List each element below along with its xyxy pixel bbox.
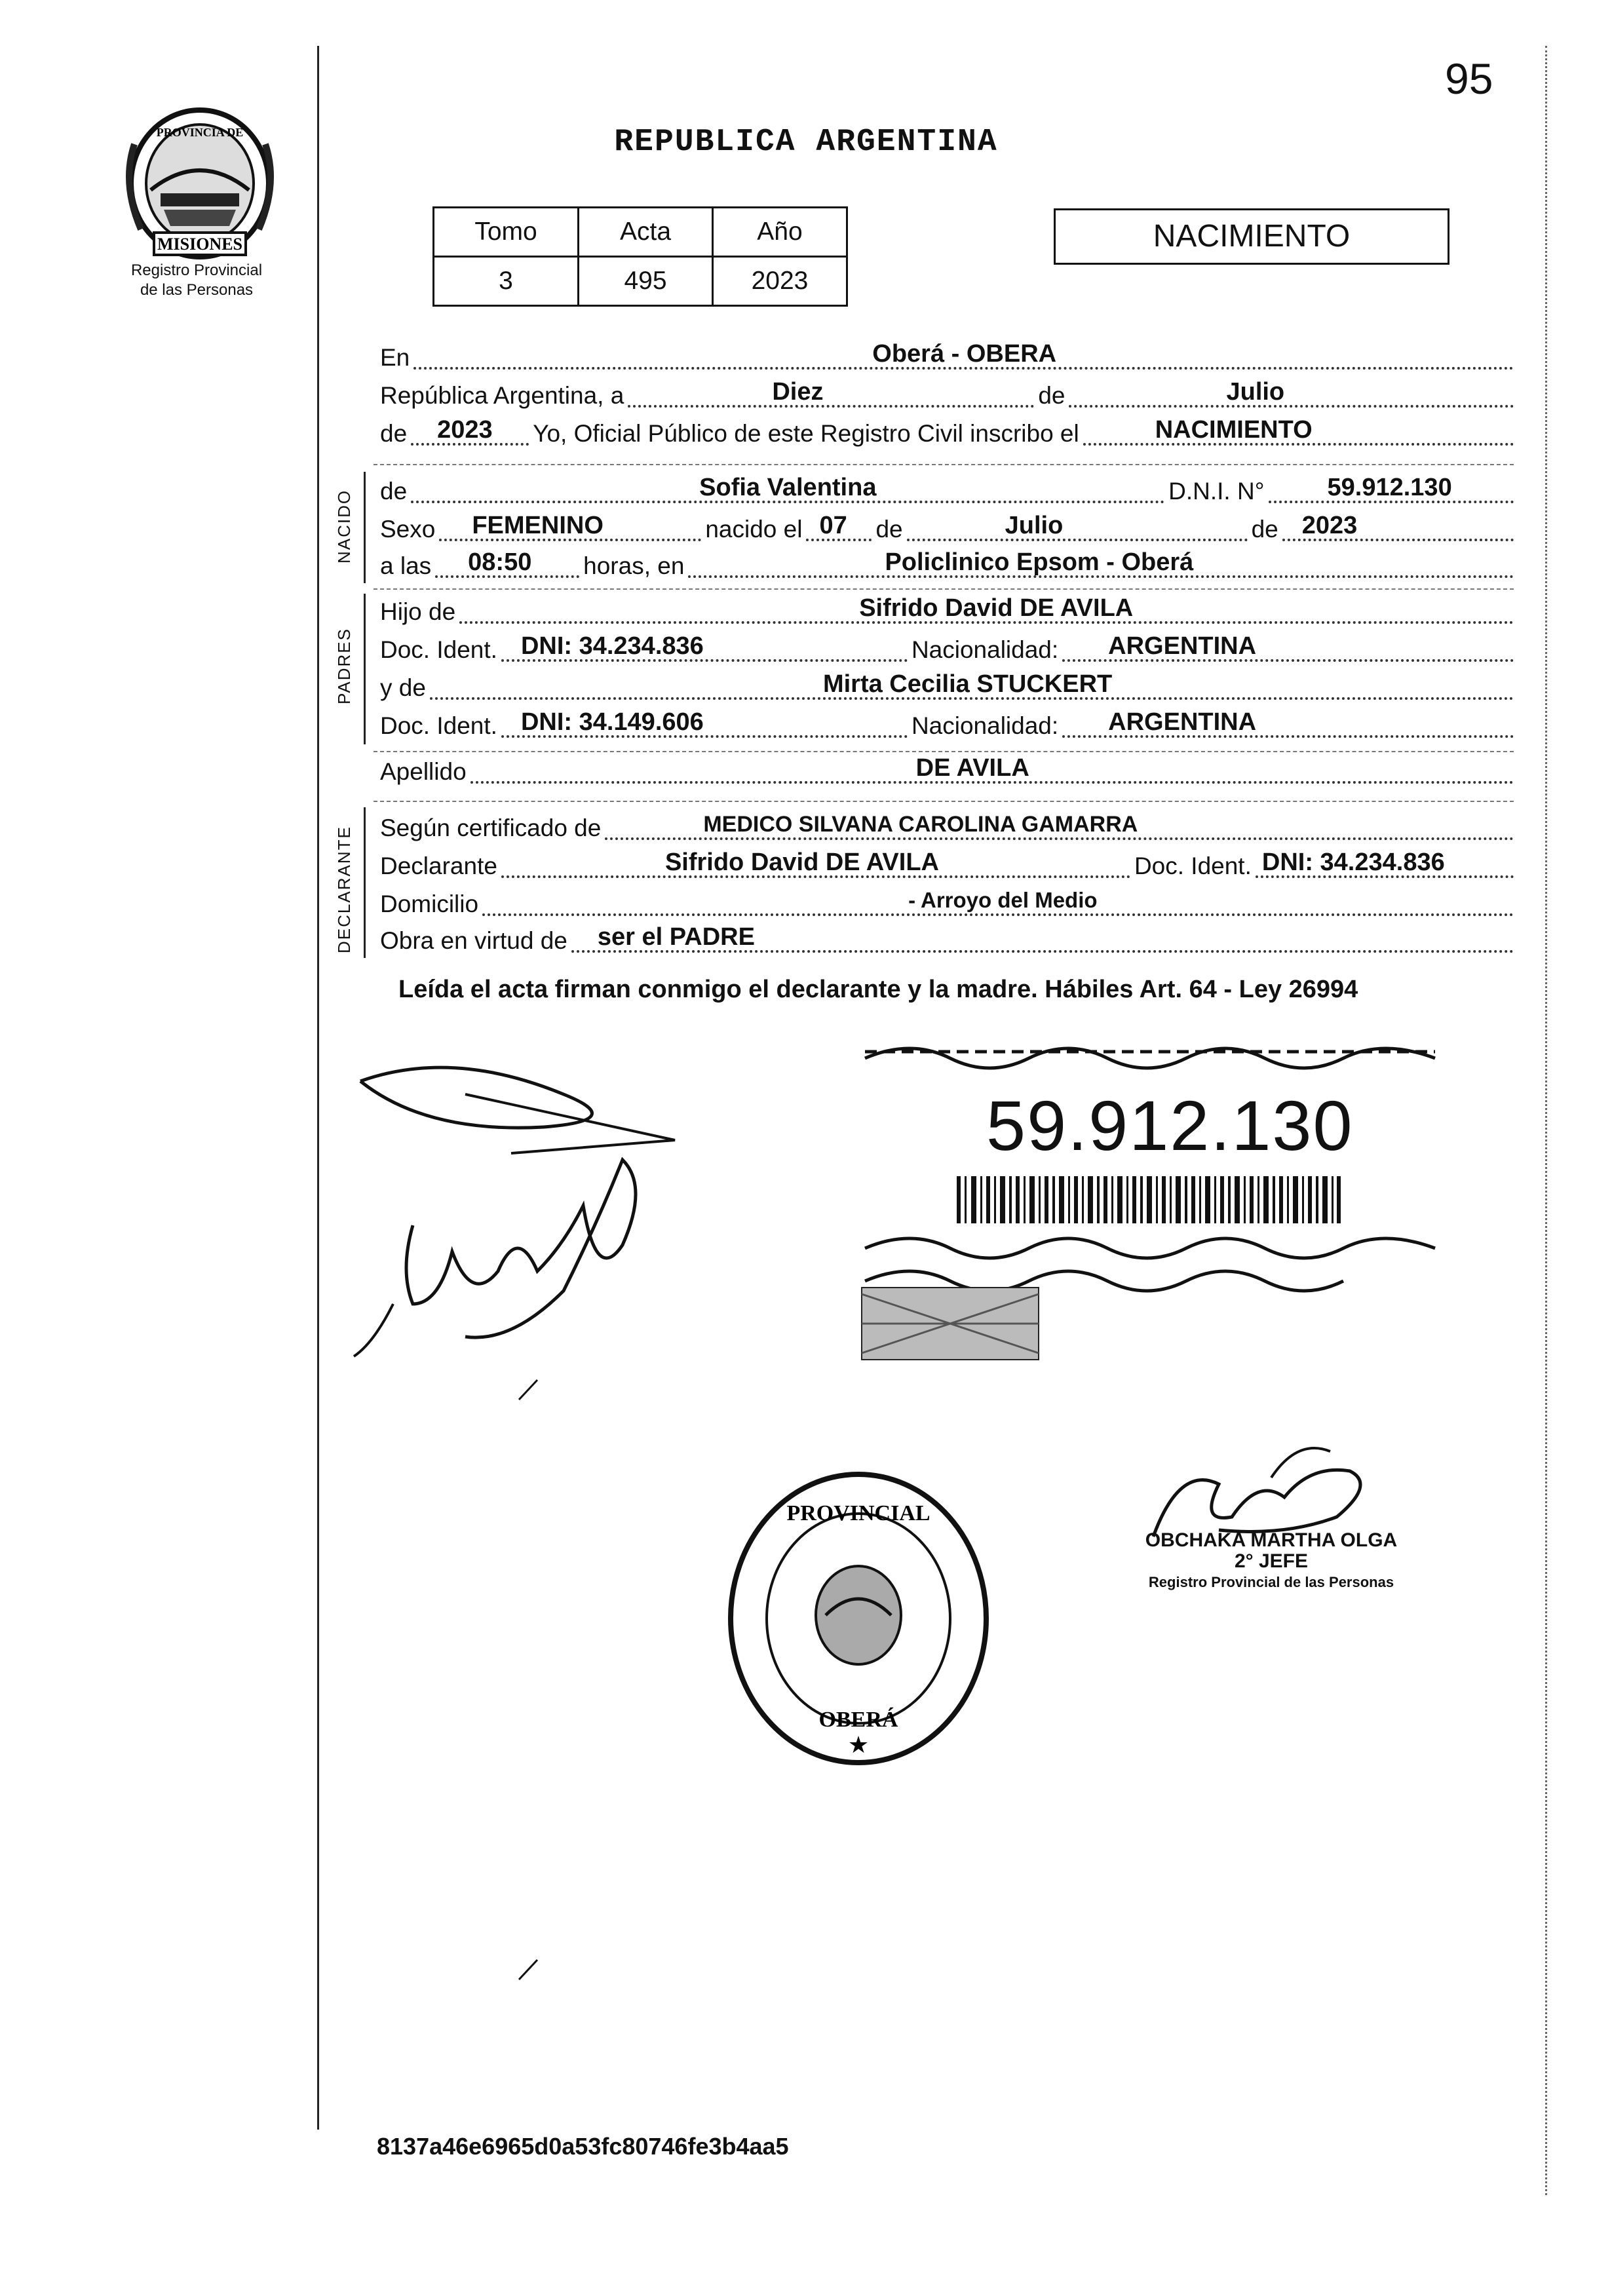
declarante-doc-label: Doc. Ident. bbox=[1134, 852, 1252, 879]
father-doc-row bbox=[380, 633, 1514, 667]
crest-caption bbox=[98, 261, 295, 300]
crest-caption-line2: de las Personas bbox=[140, 281, 254, 299]
pen-mark bbox=[518, 1376, 544, 1402]
seal-city: OBERÁ bbox=[818, 1708, 898, 1732]
table-row bbox=[434, 257, 847, 306]
day-value: Diez bbox=[772, 378, 824, 406]
document-title: REPUBLICA ARGENTINA bbox=[614, 124, 998, 160]
father-name-value: Sifrido David DE AVILA bbox=[859, 594, 1134, 622]
section-divider bbox=[374, 801, 1514, 802]
father-row bbox=[380, 595, 1514, 629]
document-hash: 8137a46e6965d0a53fc80746fe3b4aa5 bbox=[377, 2133, 789, 2160]
declarante-doc-value: DNI: 34.234.836 bbox=[1261, 849, 1445, 876]
month-value: Julio bbox=[1226, 378, 1285, 406]
section-divider bbox=[374, 464, 1514, 465]
declarant-signature bbox=[347, 1055, 688, 1369]
hijo-de-label: Hijo de bbox=[380, 598, 456, 625]
padres-section-label: PADRES bbox=[334, 628, 354, 704]
de-label: de bbox=[380, 478, 408, 505]
anio-header: Año bbox=[713, 208, 847, 257]
domicilio-row bbox=[380, 887, 1514, 921]
nacido-bracket bbox=[364, 472, 366, 583]
mother-doc-row bbox=[380, 709, 1514, 743]
de-label: de bbox=[1038, 382, 1065, 409]
apellido-row bbox=[380, 755, 1514, 789]
declarante-value: Sifrido David DE AVILA bbox=[664, 849, 939, 876]
sexo-value: FEMENINO bbox=[472, 512, 604, 539]
en-row bbox=[380, 341, 1514, 375]
section-divider bbox=[374, 588, 1514, 590]
official-block bbox=[1101, 1530, 1442, 1593]
birth-time-value: 08:50 bbox=[468, 548, 532, 576]
place-value: Oberá - OBERA bbox=[872, 340, 1057, 368]
official-office: Registro Provincial de las Personas bbox=[1148, 1574, 1394, 1590]
doc-ident-label: Doc. Ident. bbox=[380, 636, 497, 663]
closing-statement: Leída el acta firman conmigo el declarante y la madre. Hábiles Art. 64 - Ley 26994 bbox=[398, 976, 1358, 1003]
obra-label: Obra en virtud de bbox=[380, 927, 567, 954]
inscribo-row bbox=[380, 417, 1514, 451]
declarante-bracket bbox=[364, 807, 366, 958]
alas-label: a las bbox=[380, 552, 432, 579]
left-margin-line bbox=[317, 46, 319, 2130]
year-prefix-label: de bbox=[380, 420, 408, 447]
child-name-value: Sofia Valentina bbox=[699, 474, 877, 501]
obra-value: ser el PADRE bbox=[597, 923, 755, 951]
father-doc-value: DNI: 34.234.836 bbox=[520, 632, 704, 660]
birth-month-value: Julio bbox=[1005, 512, 1064, 539]
birth-day-value: 07 bbox=[819, 512, 847, 539]
domicilio-label: Domicilio bbox=[380, 890, 479, 917]
official-name: OBCHAKA MARTHA OLGA bbox=[1145, 1529, 1398, 1551]
page-number: 95 bbox=[1445, 54, 1493, 103]
svg-text:PROVINCIA DE: PROVINCIA DE bbox=[156, 126, 244, 139]
nacionalidad-label-2: Nacionalidad: bbox=[911, 712, 1059, 739]
official-role: 2° JEFE bbox=[1234, 1550, 1309, 1572]
inscribo-value: NACIMIENTO bbox=[1155, 416, 1313, 444]
acta-value: 495 bbox=[579, 257, 713, 306]
dni-sticker-number: 59.912.130 bbox=[986, 1086, 1354, 1165]
act-reference-table bbox=[432, 206, 848, 307]
nacido-time-row bbox=[380, 549, 1514, 583]
right-margin-line bbox=[1545, 46, 1547, 2195]
declarante-section-label: DECLARANTE bbox=[334, 826, 354, 953]
de-label-2: de bbox=[875, 516, 903, 543]
en-label: En bbox=[380, 344, 410, 371]
father-nationality-value: ARGENTINA bbox=[1108, 632, 1257, 660]
dni-label: D.N.I. N° bbox=[1168, 478, 1265, 505]
act-type-box: NACIMIENTO bbox=[1054, 208, 1449, 265]
certificado-label: Según certificado de bbox=[380, 814, 602, 841]
nacido-section-label: NACIDO bbox=[334, 489, 354, 564]
mother-doc-value: DNI: 34.149.606 bbox=[520, 708, 704, 736]
crest-caption-line1: Registro Provincial bbox=[130, 261, 263, 279]
acta-header: Acta bbox=[579, 208, 713, 257]
svg-text:PROVINCIAL: PROVINCIAL bbox=[786, 1501, 931, 1525]
domicilio-value: - Arroyo del Medio bbox=[908, 888, 1098, 912]
nacionalidad-label: Nacionalidad: bbox=[911, 636, 1059, 663]
inscribo-label: Yo, Oficial Público de este Registro Civil inscribo el bbox=[533, 420, 1079, 447]
apellido-value: DE AVILA bbox=[915, 754, 1029, 782]
padres-bracket bbox=[364, 594, 366, 744]
republica-label: República Argentina, a bbox=[380, 382, 624, 409]
year-value: 2023 bbox=[437, 416, 493, 444]
birth-year-value: 2023 bbox=[1301, 512, 1358, 539]
birth-place-value: Policlinico Epsom - Oberá bbox=[885, 548, 1194, 576]
official-signature bbox=[1140, 1438, 1389, 1543]
date-row bbox=[380, 379, 1514, 413]
oficina-seal bbox=[721, 1468, 996, 1769]
declarante-row bbox=[380, 849, 1514, 883]
obra-row bbox=[380, 924, 1514, 958]
pen-mark bbox=[518, 1956, 544, 1982]
declarante-label: Declarante bbox=[380, 852, 497, 879]
tomo-value: 3 bbox=[434, 257, 579, 306]
dni-sticker bbox=[858, 1032, 1448, 1373]
certificado-row bbox=[380, 811, 1514, 845]
anio-value: 2023 bbox=[713, 257, 847, 306]
nacido-el-label: nacido el bbox=[705, 516, 803, 543]
sexo-label: Sexo bbox=[380, 516, 436, 543]
mother-nationality-value: ARGENTINA bbox=[1108, 708, 1257, 736]
svg-text:★: ★ bbox=[847, 1731, 870, 1758]
mother-name-value: Mirta Cecilia STUCKERT bbox=[822, 670, 1113, 698]
nacido-sex-row bbox=[380, 512, 1514, 546]
apellido-label: Apellido bbox=[380, 758, 467, 785]
certificado-value: MEDICO SILVANA CAROLINA GAMARRA bbox=[703, 812, 1138, 837]
de-label-3: de bbox=[1251, 516, 1278, 543]
doc-ident-label-2: Doc. Ident. bbox=[380, 712, 497, 739]
tomo-header: Tomo bbox=[434, 208, 579, 257]
mother-row bbox=[380, 671, 1514, 705]
y-de-label: y de bbox=[380, 674, 426, 701]
horas-label: horas, en bbox=[583, 552, 685, 579]
table-header-row bbox=[434, 208, 847, 257]
nacido-name-row bbox=[380, 474, 1514, 508]
svg-text:MISIONES: MISIONES bbox=[157, 235, 243, 254]
child-dni-value: 59.912.130 bbox=[1327, 474, 1452, 501]
